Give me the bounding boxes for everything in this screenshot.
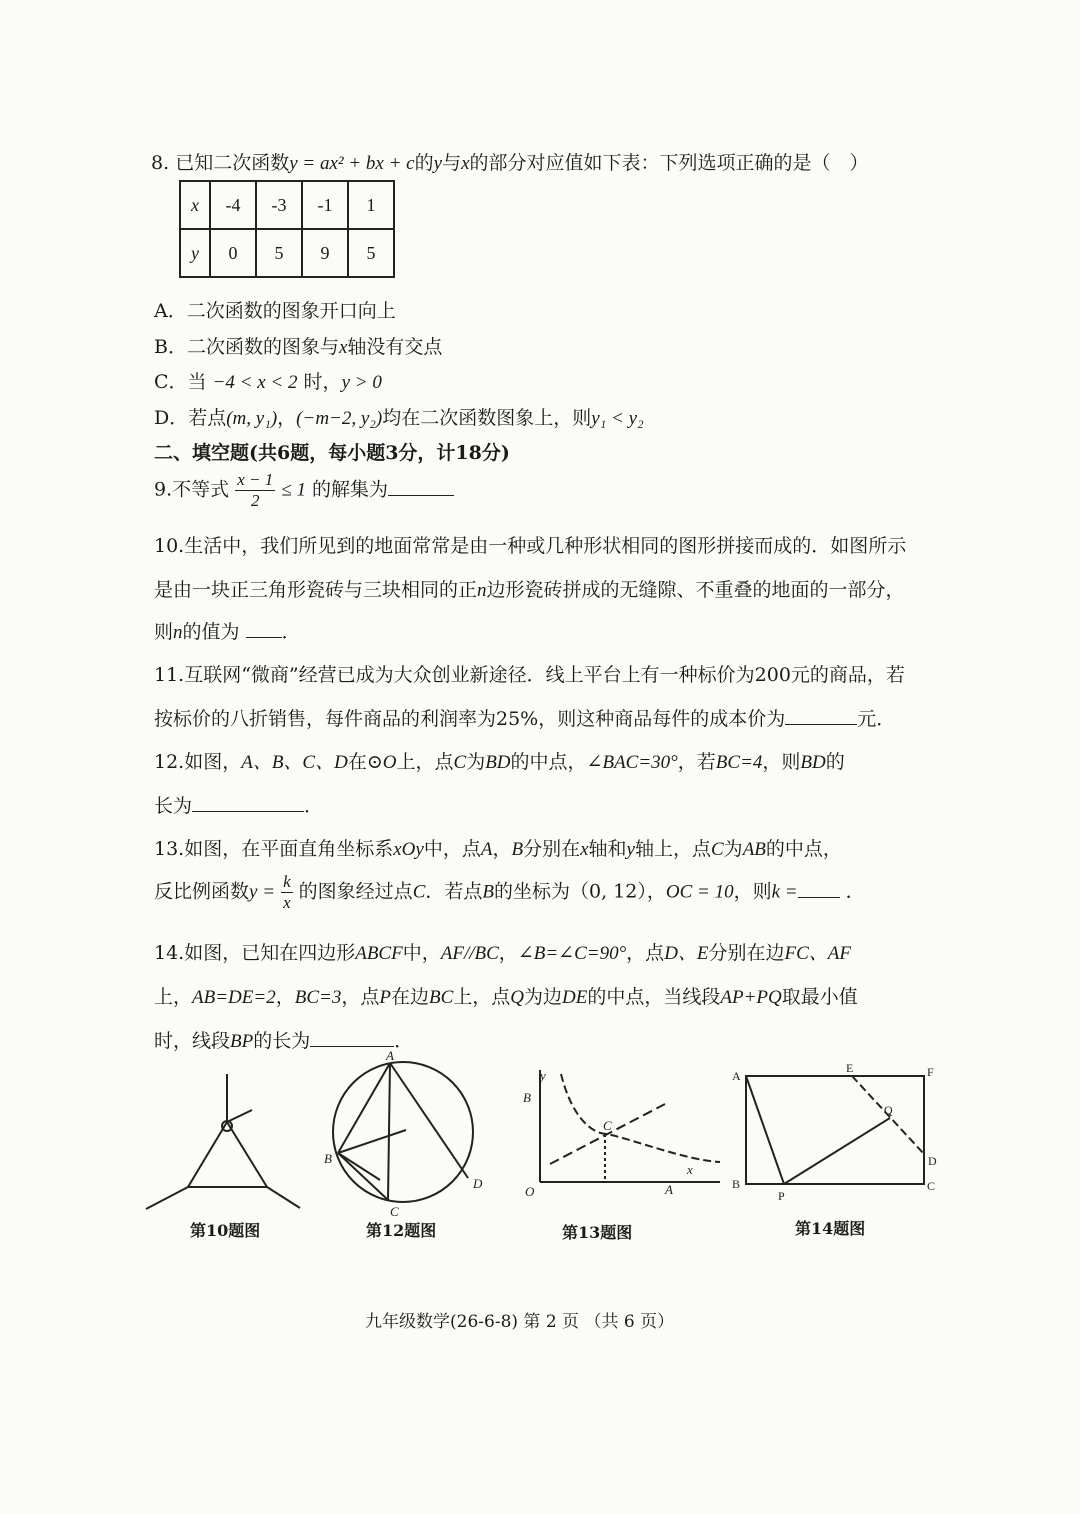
answer-blank[interactable] <box>798 879 840 898</box>
q8-stem-text-d: 的部分对应值如下表：下列选项正确的是（ ） <box>469 152 869 174</box>
fig14-label: E <box>846 1062 854 1075</box>
fig13-label: y <box>540 1068 546 1083</box>
q13-y: y <box>626 839 635 860</box>
table-cell: 5 <box>348 229 394 277</box>
q13-frac-num: k <box>283 872 291 891</box>
fig14-label: C <box>927 1179 936 1193</box>
table-cell: -4 <box>210 181 256 229</box>
q14-text-3b: 的长为 <box>253 1030 311 1052</box>
q13-text-2c: ．若点 <box>425 880 483 903</box>
q14-bc-2: BC <box>428 987 454 1008</box>
q8-stem-text-b: 的 <box>414 152 434 174</box>
option-b-var: x <box>338 337 348 358</box>
q13-text-2: 反比例函数 <box>154 880 250 903</box>
section-title: 二、填空题(共6题，每小题3分，计18分) <box>154 442 510 464</box>
figure-10 <box>140 1070 310 1215</box>
fig10-line <box>267 1187 300 1208</box>
q14-text-c: ， <box>498 942 518 964</box>
q13-point-b-2: B <box>482 881 494 903</box>
q13-text-b: 中，点 <box>423 838 481 860</box>
q8-value-table <box>179 180 395 278</box>
option-d-mid: 均在二次函数图象上，则 <box>382 407 592 429</box>
fig10-line <box>146 1187 188 1209</box>
q10-line-1: 10.生活中，我们所见到的地面常常是由一种或几种形状相同的图形拼接而成的．如图所示 <box>154 535 907 557</box>
q10-var-n-2: n <box>173 622 183 643</box>
q10-text: 是由一块正三角形瓷砖与三块相同的正 <box>154 579 478 601</box>
figure-14 <box>728 1062 948 1207</box>
q8-var-y: y <box>433 153 443 174</box>
q14-text-2c: ，点 <box>341 986 380 1008</box>
q13-oc: OC = 10 <box>665 881 734 903</box>
q12-text-g: ，则 <box>762 751 801 773</box>
q12-line-2 <box>154 791 323 818</box>
fig10-caption: 第10题图 <box>190 1221 261 1240</box>
q9-relation: ≤ 1 <box>281 479 306 501</box>
table-header-y: y <box>180 229 210 277</box>
q12-circle-o: O <box>382 752 397 773</box>
q12-text-2: 长为 <box>154 795 193 817</box>
q13-text-2e: ，则 <box>733 880 772 903</box>
q13-period: ． <box>845 880 865 903</box>
q9-text-end: 的解集为 <box>312 478 389 501</box>
fig12-label: C <box>390 1204 399 1219</box>
q8-option-d <box>154 403 644 430</box>
q13-text-2d: 的坐标为（0, 12）， <box>494 880 666 903</box>
option-c-result: y > 0 <box>341 372 382 393</box>
q14-text-2e: 上，点 <box>453 986 511 1008</box>
fig14-line-ap <box>746 1076 784 1184</box>
table-cell: 9 <box>302 229 348 277</box>
answer-blank[interactable] <box>246 619 282 638</box>
table-cell: -3 <box>256 181 302 229</box>
q13-y-eq: y = <box>249 881 276 903</box>
q12-text-h: 的 <box>825 751 845 773</box>
table-row-y <box>180 229 394 277</box>
q10-var-n: n <box>477 580 487 601</box>
q14-parallel: AF//BC <box>440 943 499 964</box>
q12-bc: BC=4 <box>715 752 763 773</box>
q8-option-c <box>154 367 382 394</box>
q12-arc-bd: BD <box>485 752 511 773</box>
q13-x: x <box>580 839 589 860</box>
q13-line-1 <box>154 834 842 861</box>
fig12-line <box>388 1063 390 1200</box>
figure-13 <box>515 1062 730 1202</box>
fig12-caption: 第12题图 <box>366 1221 437 1240</box>
q12-bd: BD <box>800 752 826 773</box>
fig14-caption: 第14题图 <box>795 1219 866 1238</box>
fig13-label: A <box>665 1182 673 1197</box>
table-cell: 1 <box>348 181 394 229</box>
q14-text-2g: 的中点，当线段 <box>587 986 721 1008</box>
q10-text-3-end: 的值为 <box>182 621 240 643</box>
q12-text-e: 的中点， <box>510 751 587 773</box>
fig14-label: B <box>732 1177 741 1191</box>
q13-text-e: 轴和 <box>588 838 627 860</box>
fig13-caption: 第13题图 <box>562 1223 633 1242</box>
option-c-mid: 时， <box>303 371 342 393</box>
q14-text-2f: 为边 <box>524 986 563 1008</box>
q12-text-d: 为 <box>466 751 486 773</box>
q13-k: k = <box>771 881 798 903</box>
q13-fraction <box>281 872 293 913</box>
q14-de-2: DE <box>562 987 588 1008</box>
q11-line-1: 11.互联网“微商”经营已成为大众创业新途径．线上平台上有一种标价为200元的商品，若 <box>154 664 905 686</box>
table-cell: 5 <box>256 229 302 277</box>
q14-text-e: 分别在边 <box>708 942 785 964</box>
q13-text-h: 的中点， <box>765 838 842 860</box>
fig12-line <box>338 1153 388 1200</box>
q14-text: 14.如图，已知在四边形 <box>154 942 356 964</box>
q14-text-2b: ， <box>275 986 295 1008</box>
q8-option-a: A．二次函数的图象开口向上 <box>154 300 396 322</box>
fig14-label: P <box>778 1189 785 1203</box>
q10-line-3 <box>154 617 301 644</box>
q8-stem-text-c: 与 <box>442 152 462 174</box>
q8-stem <box>151 148 869 175</box>
q13-text-g: 为 <box>723 838 743 860</box>
q10-text-end: 边形瓷砖拼成的无缝隙、不重叠的地面的一部分， <box>486 579 905 601</box>
option-b-text-end: 轴没有交点 <box>347 336 443 358</box>
answer-blank[interactable] <box>192 793 304 812</box>
option-d-text: D．若点 <box>154 407 227 429</box>
q13-point-c-2: C <box>412 881 426 903</box>
option-d-point-1: (m, y₁) <box>226 408 278 429</box>
fig13-label: O <box>525 1184 535 1199</box>
q12-line-1 <box>154 747 845 774</box>
q10-line-2 <box>154 575 905 602</box>
fig12-label: A <box>386 1050 394 1063</box>
q14-text-3: 时，线段 <box>154 1030 231 1052</box>
answer-blank[interactable] <box>785 706 857 725</box>
q9-fraction <box>235 470 275 511</box>
fig13-label: x <box>687 1162 693 1177</box>
q11-text-end: 元． <box>857 708 896 730</box>
fig13-label: B <box>523 1090 531 1105</box>
fig12-label: D <box>473 1176 483 1191</box>
q10-period: ． <box>281 621 301 643</box>
q13-point-c: C <box>710 839 724 860</box>
fig14-label: F <box>927 1065 934 1079</box>
q12-text: 12.如图， <box>154 751 242 773</box>
q13-point-a: A <box>480 839 493 860</box>
q14-text-2d: 在边 <box>390 986 429 1008</box>
q14-line-3 <box>154 1026 413 1053</box>
q14-period: ． <box>394 1030 414 1052</box>
q13-frac-den: x <box>283 893 291 912</box>
q8-var-x: x <box>461 153 470 174</box>
option-c-text: C．当 <box>154 371 207 393</box>
table-cell: -1 <box>302 181 348 229</box>
fig14-label: A <box>732 1069 741 1083</box>
q13-text-2b: 的图象经过点 <box>298 880 413 903</box>
q14-q: Q <box>510 987 524 1008</box>
q12-point-c: C <box>453 752 467 773</box>
fig12-line <box>338 1153 380 1180</box>
q8-function: y = ax² + bx + c <box>289 153 415 174</box>
q8-option-b <box>154 332 442 359</box>
q14-text-2: 上， <box>154 986 193 1008</box>
q14-ab: AB=DE=2 <box>192 987 276 1008</box>
q14-p: P <box>379 987 391 1008</box>
q13-text: 13.如图，在平面直角坐标系 <box>154 838 394 860</box>
option-c-inequality: −4 < x < 2 <box>212 372 298 393</box>
fig13-label: C <box>603 1118 612 1133</box>
q11-line-2 <box>154 704 895 731</box>
q14-angle: ∠B=∠C=90° <box>517 943 627 964</box>
q11-text: 按标价的八折销售，每件商品的利润率为25%，则这种商品每件的成本价为 <box>154 708 786 730</box>
q14-bc: BC=3 <box>294 987 342 1008</box>
fig12-line <box>338 1063 390 1153</box>
q12-text-b: 在⊙ <box>347 751 383 773</box>
q13-text-d: 分别在 <box>523 838 581 860</box>
q13-text-c: ， <box>492 838 512 860</box>
q14-line-2 <box>154 982 858 1009</box>
q13-line-2 <box>154 872 865 913</box>
q8-stem-text-a: 已知二次函数 <box>175 152 290 174</box>
q12-period: ． <box>304 795 324 817</box>
answer-blank[interactable] <box>388 477 454 496</box>
q9 <box>154 470 454 511</box>
q14-bp: BP <box>230 1031 254 1052</box>
q12-text-c: 上，点 <box>396 751 454 773</box>
q14-sides: FC、AF <box>784 943 852 964</box>
fig13-curve <box>561 1074 720 1162</box>
fig14-rectangle <box>746 1076 924 1184</box>
q9-text: 9.不等式 <box>154 478 230 501</box>
option-d-point-2: (−m−2, y₂) <box>296 408 383 429</box>
q9-frac-num: x − 1 <box>237 470 274 489</box>
fig10-line <box>227 1110 252 1122</box>
option-d-sep: ， <box>277 407 297 429</box>
q12-points: A、B、C、D <box>241 752 348 773</box>
q12-text-f: ，若 <box>677 751 716 773</box>
fig12-label: B <box>324 1151 332 1166</box>
figure-12 <box>318 1050 498 1220</box>
fig13-line-ab <box>550 1104 665 1164</box>
q14-line-1 <box>154 938 851 965</box>
q13-ab: AB <box>742 839 766 860</box>
q14-abcf: ABCF <box>355 943 403 964</box>
q12-angle: ∠BAC=30° <box>586 752 678 773</box>
table-row-x <box>180 181 394 229</box>
q14-de: D、E <box>664 943 709 964</box>
q13-xoy: xOy <box>393 839 424 860</box>
q9-frac-den: 2 <box>250 491 260 510</box>
q14-sum: AP+PQ <box>720 987 782 1008</box>
fig14-line-pq <box>784 1118 890 1184</box>
q8-number: 8. <box>151 152 170 174</box>
q13-text-f: 轴上，点 <box>634 838 711 860</box>
table-cell: 0 <box>210 229 256 277</box>
option-d-result: y₁ < y₂ <box>591 408 644 429</box>
page-footer: 九年级数学(26-6-8) 第 2 页 （共 6 页） <box>365 1312 675 1332</box>
answer-blank[interactable] <box>310 1028 394 1047</box>
q14-text-d: ，点 <box>626 942 665 964</box>
q13-point-b: B <box>511 839 524 860</box>
fig14-label: Q <box>884 1103 893 1117</box>
fig12-line <box>390 1063 468 1178</box>
fig14-label: D <box>928 1154 937 1168</box>
q14-text-2h: 取最小值 <box>781 986 858 1008</box>
q14-text-b: 中， <box>402 942 441 964</box>
option-b-text: B．二次函数的图象与 <box>154 336 339 358</box>
table-header-x: x <box>180 181 210 229</box>
q10-text-3: 则 <box>154 621 174 643</box>
